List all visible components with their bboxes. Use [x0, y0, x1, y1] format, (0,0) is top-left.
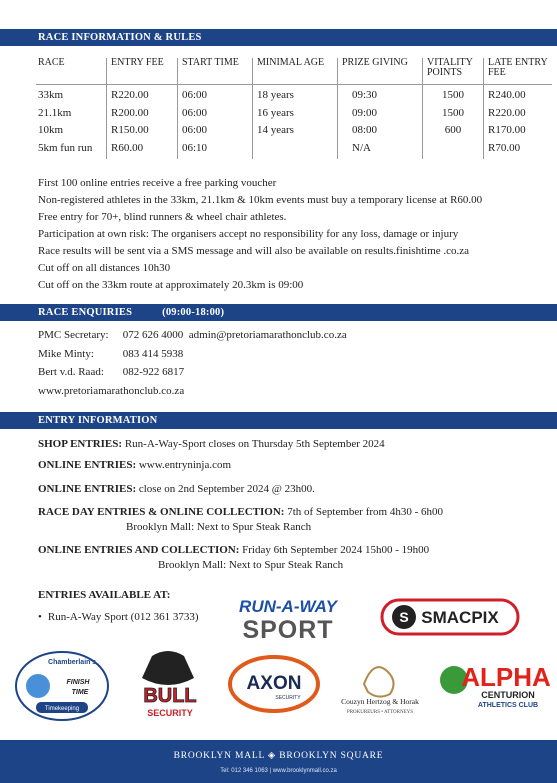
col-race: RACE: [38, 57, 65, 68]
table-row: 33km R220.00 06:00 18 years 09:30 1500 R240.00: [36, 89, 552, 107]
axon-security-logo: [226, 654, 322, 714]
email-link[interactable]: admin@pretoriamarathonclub.co.za: [188, 329, 347, 341]
footer: [0, 740, 557, 783]
col-start-time: START TIME: [178, 58, 253, 85]
svg-text:PROKUREURS • ATTORNEYS: PROKUREURS • ATTORNEYS: [346, 710, 414, 715]
available-item: • Run-A-Way Sport (012 361 3733): [38, 611, 199, 623]
enquiries-header: [0, 304, 557, 321]
entry-info-header: [0, 412, 557, 429]
collection-venue: Brooklyn Mall: Next to Spur Steak Ranch: [158, 559, 344, 571]
section-title: RACE INFORMATION & RULES: [38, 32, 202, 43]
phone-link[interactable]: 072 626 4000: [122, 329, 184, 341]
svg-text:RUN-A-WAY: RUN-A-WAY: [239, 597, 337, 616]
race-info-header: [0, 29, 557, 46]
contact-mike: Mike Minty: 083 414 5938: [38, 347, 184, 360]
website-link[interactable]: www.pretoriamarathonclub.co.za: [38, 384, 185, 397]
table-row: 10km R150.00 06:00 14 years 08:00 600 R170.00: [36, 124, 552, 142]
svg-text:SECURITY: SECURITY: [147, 708, 193, 718]
contact-pmc: PMC Secretary: 072 626 4000 admin@pretoriamarathonclub.co.za: [38, 329, 347, 341]
svg-text:S: S: [399, 609, 409, 625]
race-notes: [38, 175, 482, 294]
col-late-fee: LATE ENTRY FEE: [484, 58, 553, 85]
online-close: ONLINE ENTRIES: close on 2nd September 2024 @ 23h00.: [38, 483, 315, 495]
footer-brand: BROOKLYN MALL ◈ BROOKLYN SQUARE: [173, 751, 384, 761]
race-table: [36, 58, 552, 159]
svg-text:SPORT: SPORT: [242, 616, 334, 642]
note-line: Participation at own risk: The organisers accept no responsibility for any loss, damage or injury: [38, 228, 459, 240]
col-vitality: VITALITY POINTS: [423, 58, 484, 85]
svg-text:BULL: BULL: [143, 685, 197, 707]
enquiry-hours: (09:00-18:00): [162, 307, 225, 318]
race-day-venue: Brooklyn Mall: Next to Spur Steak Ranch: [126, 521, 312, 533]
section-title: ENTRY INFORMATION: [38, 415, 158, 426]
section-title: RACE ENQUIRIES: [38, 307, 133, 318]
note-line: Race results will be sent via a SMS message and will also be available on results.finishtime .co.za: [38, 245, 470, 257]
alpha-centurion-logo: [436, 656, 554, 716]
col-entry-fee: ENTRY FEE: [107, 58, 178, 85]
runaway-sport-logo: [232, 596, 344, 642]
phone-link[interactable]: 083 414 5938: [122, 347, 184, 360]
collection-entries: ONLINE ENTRIES AND COLLECTION: Friday 6th September 2024 15h00 - 19h00: [38, 544, 430, 556]
svg-text:Couzyn Hertzog & Horak: Couzyn Hertzog & Horak: [341, 697, 419, 706]
finish-time-logo: [14, 650, 110, 722]
contact-bert: Bert v.d. Raad: 082-922 6817: [38, 366, 185, 378]
race-day-entries: RACE DAY ENTRIES & ONLINE COLLECTION: 7th of September from 4h30 - 6h00: [38, 506, 443, 518]
couzyn-hertzog-horak-logo: [324, 652, 436, 718]
col-minimal-age: MINIMAL AGE: [253, 58, 338, 85]
svg-text:Timekeeping: Timekeeping: [44, 706, 80, 712]
note-line: Free entry for 70+, blind runners & wheel chair athletes.: [38, 211, 287, 223]
table-row: 21.1km R200.00 06:00 16 years 09:00 1500 R220.00: [36, 107, 552, 125]
entry-site-link[interactable]: www.entryninja.com: [136, 459, 232, 471]
note-line: Cut off on all distances 10h30: [38, 262, 171, 274]
note-line: Cut off on the 33km route at approximately 20.3km is 09:00: [38, 279, 304, 291]
svg-text:SECURITY: SECURITY: [275, 695, 301, 701]
svg-text:FINISH: FINISH: [66, 679, 90, 686]
shop-entries: SHOP ENTRIES: Run-A-Way-Sport closes on Thursday 5th September 2024: [38, 438, 385, 450]
phone-link[interactable]: 082-922 6817: [122, 366, 185, 378]
svg-text:CENTURION: CENTURION: [481, 690, 535, 700]
note-line: First 100 online entries receive a free parking voucher: [38, 177, 277, 189]
enquiries-list: [38, 326, 347, 400]
svg-text:TIME: TIME: [71, 689, 89, 696]
table-row: 5km fun run R60.00 06:10 N/A R70.00: [36, 142, 552, 160]
svg-text:ALPHA: ALPHA: [461, 662, 551, 692]
footer-contact: Tel: 012 346 1063 | www.brooklynmall.co.za: [220, 768, 337, 774]
svg-text:SMACPIX: SMACPIX: [421, 608, 499, 627]
sponsor-logos: [0, 590, 557, 730]
col-prize-giving: PRIZE GIVING: [338, 58, 423, 85]
bull-security-logo: [122, 648, 214, 722]
online-entries: ONLINE ENTRIES: www.entryninja.com: [38, 459, 232, 471]
smacpix-logo: [380, 598, 520, 636]
table-header-row: [36, 58, 552, 85]
svg-text:Chamberlain's: Chamberlain's: [48, 659, 96, 666]
svg-text:AXON: AXON: [246, 673, 302, 694]
svg-text:ATHLETICS CLUB: ATHLETICS CLUB: [477, 702, 539, 709]
note-line: Non-registered athletes in the 33km, 21.1km & 10km events must buy a temporary license at R60.00: [38, 194, 483, 206]
available-label: ENTRIES AVAILABLE AT:: [38, 589, 171, 601]
